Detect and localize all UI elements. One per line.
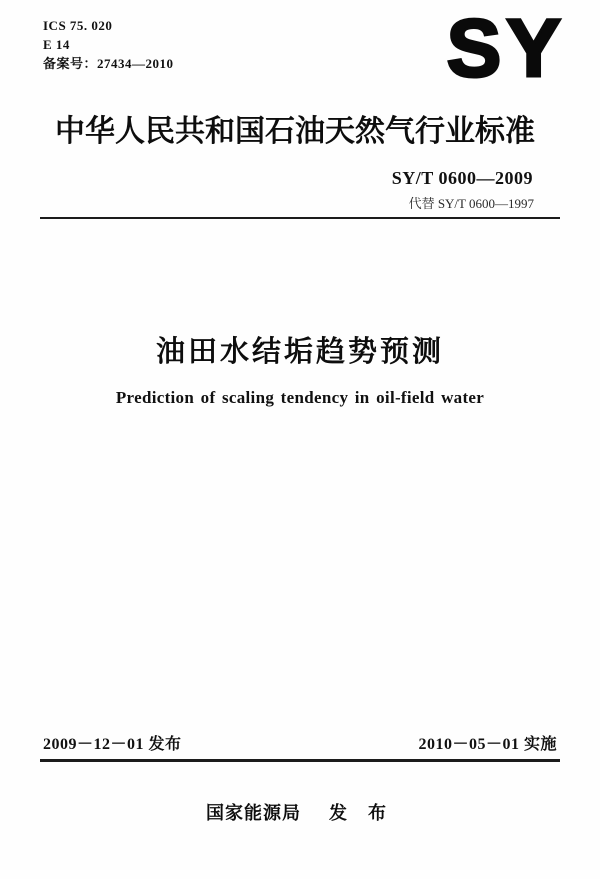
sy-logo: SY <box>446 3 566 94</box>
record-number: 备案号：27434—2010 <box>43 56 174 71</box>
header-meta-block <box>43 16 174 73</box>
publisher-row <box>0 799 600 825</box>
divider-bottom <box>40 759 560 762</box>
standard-code: SY/T 0600—2009 <box>391 168 533 188</box>
publish-label: 发 布 <box>328 803 394 823</box>
divider-top <box>40 217 560 219</box>
standard-replaces-note: 代替 SY/T 0600—1997 <box>408 196 534 211</box>
ics-code: ICS 75. 020 <box>43 18 113 33</box>
publisher-name: 国家能源局 <box>205 803 301 823</box>
document-title-zh: 油田水结垢趋势预测 <box>155 336 444 368</box>
dates-row <box>43 731 557 754</box>
issue-date: 2009－12－01 发布 <box>43 736 182 753</box>
implement-date: 2010－05－01 实施 <box>418 736 557 753</box>
document-title-en: Prediction of scaling tendency in oil-field water <box>115 388 485 407</box>
doc-class-code: E 14 <box>43 37 70 52</box>
standard-org-title: 中华人民共和国石油天然气行业标准 <box>55 115 535 148</box>
